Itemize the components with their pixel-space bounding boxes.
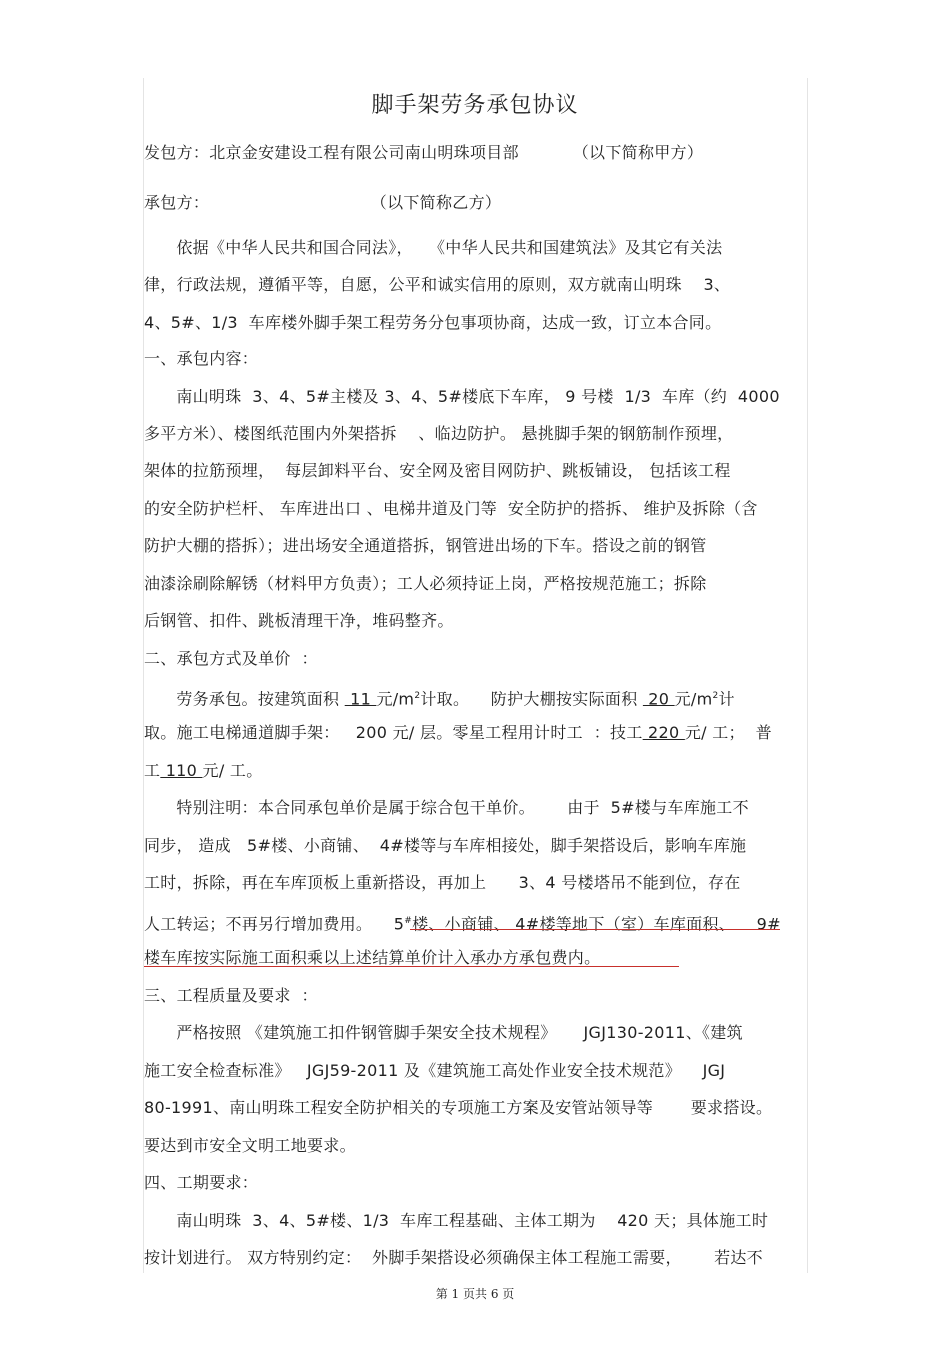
section1-line: 南山明珠 3、4、5#主楼及 3、4、5#楼底下车库， 9 号楼 1/3 车库（约 4000: [144, 387, 780, 406]
section2-price-line: [144, 761, 263, 781]
red-underline-annotation: [410, 929, 780, 930]
section2-heading: 二、承包方式及单价 ：: [144, 649, 318, 668]
section1-line: 多平方米）、楼图纸范围内外架搭拆 、临边防护。 悬挑脚手架的钢筋制作预埋，: [144, 424, 734, 443]
section4-line: 按计划进行。 双方特别约定： 外脚手架搭设必须确保主体工程施工需要， 若达不: [144, 1248, 763, 1267]
text-span: 取。施工电梯通道脚手架： 200 元/ 层。零星工程用计时工 ：技工: [144, 723, 643, 742]
section1-line: 架体的拉筋预埋， 每层卸料平台、安全网及密目网防护、跳板铺设， 包括该工程: [144, 461, 731, 480]
section4-heading: 四、工期要求：: [144, 1173, 259, 1192]
text-span: 元/ 工； 普: [684, 723, 772, 742]
section4-line: 南山明珠 3、4、5#楼、1/3 车库工程基础、主体工期为 420 天；具体施工时: [144, 1211, 769, 1230]
section3-line: 要达到市安全文明工地要求。: [144, 1136, 356, 1155]
skilled-worker-price: 220: [642, 723, 685, 742]
section2-price-line: [144, 686, 735, 709]
section3-line: 施工安全检查标准》 JGJ59-2011 及《建筑施工高处作业安全技术规范》 JGJ: [144, 1061, 726, 1080]
preamble-line: 律，行政法规，遵循平等，自愿，公平和诚实信用的原则，双方就南山明珠 3、: [144, 275, 731, 294]
text-span: 劳务承包。按建筑面积: [144, 689, 345, 709]
text-span: 工: [144, 761, 161, 780]
text-span: 元/ 工。: [202, 761, 263, 780]
page-footer: 第 1 页共 6 页: [435, 1287, 515, 1301]
document-title: 脚手架劳务承包协议: [371, 93, 579, 118]
section3-line: 严格按照 《建筑施工扣件钢管脚手架安全技术规程》 JGJ130-2011、《建筑: [144, 1023, 743, 1042]
text-span: 楼、小商铺、 4#楼等地下（室）车库面积、 9#: [412, 914, 781, 934]
section2-price-line: [144, 723, 772, 743]
superscript: 2: [414, 691, 421, 701]
party-b-line: 承包方： （以下简称乙方）: [144, 193, 502, 212]
superscript: #: [404, 916, 413, 926]
preamble-line: 4、5#、1/3 车库楼外脚手架工程劳务分包事项协商，达成一致，订立本合同。: [144, 313, 722, 332]
right-margin-line: [807, 78, 808, 1273]
section1-line: 防护大棚的搭拆）；进出场安全通道搭拆，钢管进出场的下车。搭设之前的钢管: [144, 536, 707, 555]
general-worker-price: 110: [160, 761, 203, 780]
section2-note-line: 工时，拆除，再在车库顶板上重新搭设，再加上 3、4 号楼塔吊不能到位，存在: [144, 873, 741, 892]
text-span: 元/m: [376, 689, 415, 709]
text-span: 计: [718, 689, 735, 709]
party-a-line: 发包方：北京金安建设工程有限公司南山明珠项目部 （以下简称甲方）: [144, 143, 704, 162]
superscript: 2: [712, 691, 719, 701]
section1-line: 后钢管、扣件、跳板清理干净，堆码整齐。: [144, 611, 454, 630]
preamble-line: 依据《中华人民共和国合同法》， 《中华人民共和国建筑法》及其它有关法: [144, 238, 723, 257]
section1-heading: 一、承包内容：: [144, 349, 259, 368]
section3-heading: 三、工程质量及要求 ：: [144, 986, 318, 1005]
section1-line: 油漆涂刷除解锈（材料甲方负责）；工人必须持证上岗，严格按规范施工；拆除: [144, 574, 707, 593]
shed-unit-price: 20: [642, 689, 675, 709]
text-span: 元/m: [674, 689, 713, 709]
section1-line: 的安全防护栏杆、 车库进出口 、电梯井道及门等 安全防护的搭拆、 维护及拆除（含: [144, 499, 758, 518]
section3-line: 80-1991、南山明珠工程安全防护相关的专项施工方案及安管站领导等 要求搭设。: [144, 1098, 773, 1117]
area-unit-price: 11: [344, 689, 377, 709]
section2-note-line: 同步， 造成 5#楼、小商铺、 4#楼等与车库相接处，脚手架搭设后，影响车库施: [144, 836, 747, 855]
text-span: 计取。 防护大棚按实际面积: [420, 689, 643, 709]
red-underline-annotation: [144, 966, 679, 967]
section2-note-line: 特别注明：本合同承包单价是属于综合包干单价。 由于 5#楼与车库施工不: [144, 798, 749, 817]
text-span: 人工转运；不再另行增加费用。 5: [144, 914, 405, 934]
section2-note-line: 楼车库按实际施工面积乘以上述结算单价计入承办方承包费内。: [144, 948, 601, 967]
section2-note-line: [144, 911, 781, 934]
